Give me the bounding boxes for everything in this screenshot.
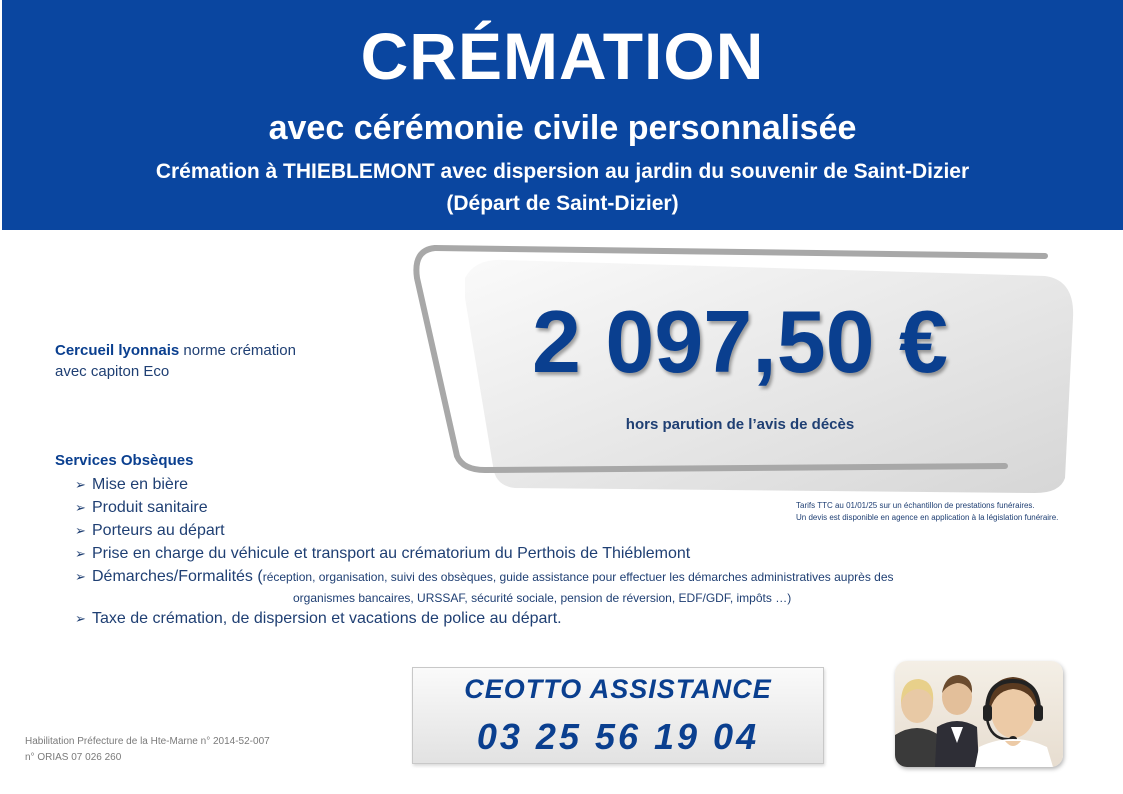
coffin-description — [55, 340, 385, 382]
contact-phone[interactable]: 03 25 56 19 04 — [476, 716, 760, 757]
list-item-continuation: organismes bancaires, URSSAF, sécurité sociale, pension de réversion, EDF/GDF, impôts …) — [293, 591, 792, 605]
coffin-lining: avec capiton Eco — [55, 363, 170, 380]
customer-service-agents-photo — [895, 661, 1063, 767]
coffin-name: Cercueil lyonnais — [55, 342, 180, 359]
price-amount: 2 097,50 € — [532, 292, 948, 391]
arrow-bullet-icon: ➢ — [75, 477, 86, 492]
agents-illustration-icon — [895, 661, 1063, 767]
tarifs-line-2: Un devis est disponible en agence en application à la législation funéraire. — [796, 513, 1059, 522]
list-item: ➢ Prise en charge du véhicule et transport au crématorium du Perthois de Thiéblemont — [75, 542, 1005, 565]
header-banner — [2, 0, 1123, 230]
departure-location: (Départ de Saint-Dizier) — [446, 192, 679, 215]
footer-legal — [25, 734, 270, 766]
arrow-bullet-icon: ➢ — [75, 523, 86, 538]
orias-number: n° ORIAS 07 026 260 — [25, 752, 122, 763]
coffin-norm: norme crémation — [179, 342, 296, 359]
contact-box — [412, 667, 824, 764]
price-note: hors parution de l’avis de décès — [625, 416, 855, 433]
services-title: Services Obsèques — [55, 452, 194, 469]
arrow-bullet-icon: ➢ — [75, 500, 86, 515]
services-list — [75, 473, 1005, 630]
list-item: ➢ Taxe de crémation, de dispersion et vacations de police au départ. — [75, 607, 1005, 630]
cremation-location: Crémation à THIEBLEMONT avec dispersion au jardin du souvenir de Saint-Dizier — [155, 160, 970, 183]
list-item: ➢ Démarches/Formalités (réception, organisation, suivi des obsèques, guide assistance pour effectuer les démarches administratives auprès des — [75, 565, 1005, 589]
arrow-bullet-icon: ➢ — [75, 611, 86, 626]
contact-name: CEOTTO ASSISTANCE — [464, 674, 772, 704]
subtitle: avec cérémonie civile personnalisée — [268, 109, 857, 147]
list-item: ➢ Mise en bière — [75, 473, 1005, 496]
list-item: ➢ Porteurs au départ — [75, 519, 1005, 542]
habilitation-number: Habilitation Préfecture de la Hte-Marne n° 2014-52-007 — [25, 736, 270, 747]
list-item: ➢ Produit sanitaire — [75, 496, 1005, 519]
arrow-bullet-icon: ➢ — [75, 569, 86, 584]
page-title: CRÉMATION — [360, 19, 765, 93]
arrow-bullet-icon: ➢ — [75, 546, 86, 561]
tarifs-line-1: Tarifs TTC au 01/01/25 sur un échantillon de prestations funéraires. — [796, 501, 1035, 510]
